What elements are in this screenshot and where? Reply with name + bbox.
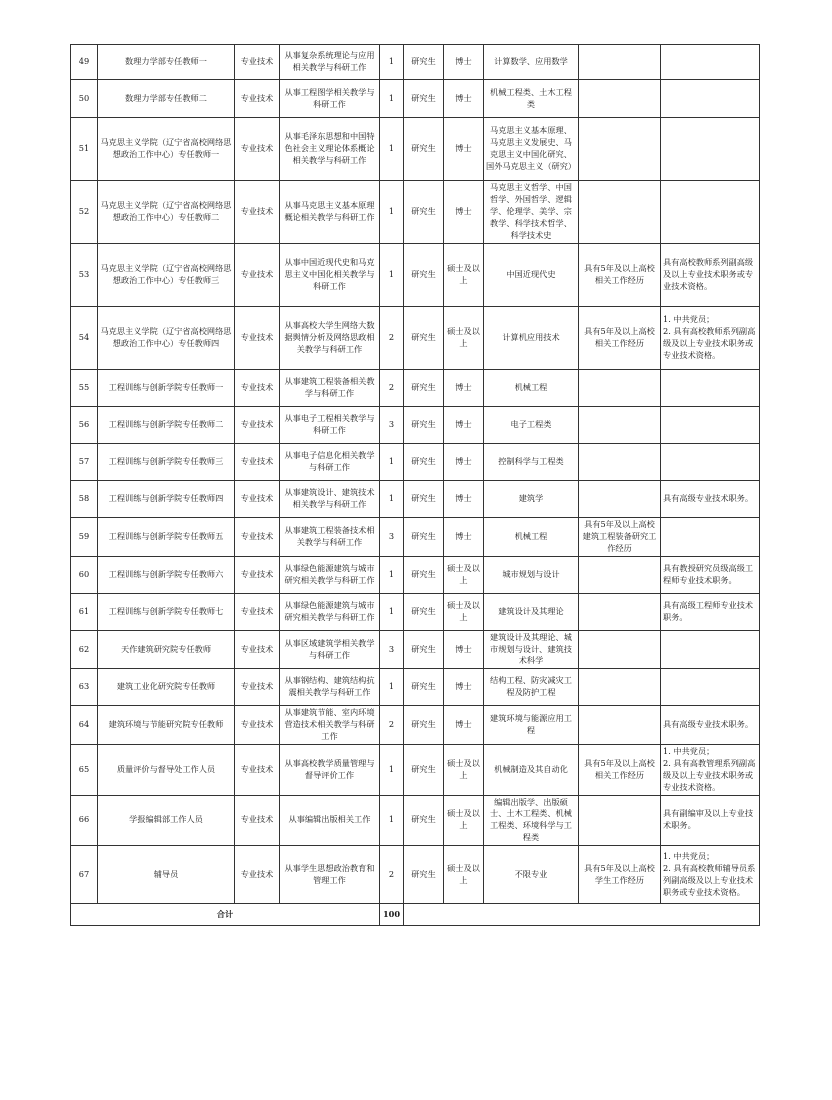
job-duty-cell: 从事复杂系统理论与应用相关教学与科研工作 bbox=[280, 45, 380, 80]
job-duty-cell: 从事电子信息化相关教学与科研工作 bbox=[280, 444, 380, 481]
headcount-cell: 1 bbox=[380, 745, 404, 796]
headcount-cell: 3 bbox=[380, 518, 404, 557]
post-category-cell: 专业技术 bbox=[235, 181, 280, 244]
experience-cell: 具有5年及以上高校建筑工程装备研究工作经历 bbox=[579, 518, 661, 557]
job-duty-cell: 从事学生思想政治教育和管理工作 bbox=[280, 846, 380, 904]
post-category-cell: 专业技术 bbox=[235, 407, 280, 444]
experience-cell: 具有5年及以上高校学生工作经历 bbox=[579, 846, 661, 904]
major-cell: 中国近现代史 bbox=[484, 244, 579, 307]
post-name-cell: 学报编辑部工作人员 bbox=[98, 795, 235, 846]
experience-cell bbox=[579, 556, 661, 593]
table-row bbox=[71, 481, 760, 518]
row-number-cell: 57 bbox=[71, 444, 98, 481]
headcount-cell: 3 bbox=[380, 407, 404, 444]
degree-cell: 博士 bbox=[444, 118, 484, 181]
education-cell: 研究生 bbox=[404, 370, 444, 407]
table-row bbox=[71, 846, 760, 904]
degree-cell: 博士 bbox=[444, 370, 484, 407]
experience-cell bbox=[579, 795, 661, 846]
major-cell: 控制科学与工程类 bbox=[484, 444, 579, 481]
post-name-cell: 工程训练与创新学院专任教师二 bbox=[98, 407, 235, 444]
post-category-cell: 专业技术 bbox=[235, 630, 280, 669]
post-name-cell: 建筑环境与节能研究院专任教师 bbox=[98, 706, 235, 745]
row-number-cell: 62 bbox=[71, 630, 98, 669]
job-duty-cell: 从事区域建筑学相关教学与科研工作 bbox=[280, 630, 380, 669]
experience-cell bbox=[579, 593, 661, 630]
degree-cell: 博士 bbox=[444, 518, 484, 557]
post-name-cell: 工程训练与创新学院专任教师六 bbox=[98, 556, 235, 593]
row-number-cell: 55 bbox=[71, 370, 98, 407]
table-row bbox=[71, 80, 760, 118]
other-requirements-cell bbox=[661, 118, 760, 181]
education-cell: 研究生 bbox=[404, 244, 444, 307]
degree-cell: 博士 bbox=[444, 407, 484, 444]
row-number-cell: 53 bbox=[71, 244, 98, 307]
other-requirements-cell bbox=[661, 444, 760, 481]
major-cell: 机械工程 bbox=[484, 518, 579, 557]
job-duty-cell: 从事建筑工程装备技术相关教学与科研工作 bbox=[280, 518, 380, 557]
degree-cell: 硕士及以上 bbox=[444, 307, 484, 370]
post-category-cell: 专业技术 bbox=[235, 370, 280, 407]
table-row bbox=[71, 556, 760, 593]
recruitment-table bbox=[70, 44, 760, 926]
post-name-cell: 数理力学部专任教师二 bbox=[98, 80, 235, 118]
post-name-cell: 工程训练与创新学院专任教师一 bbox=[98, 370, 235, 407]
post-category-cell: 专业技术 bbox=[235, 80, 280, 118]
education-cell: 研究生 bbox=[404, 518, 444, 557]
headcount-cell: 2 bbox=[380, 370, 404, 407]
major-cell: 不限专业 bbox=[484, 846, 579, 904]
total-count: 100 bbox=[380, 904, 404, 926]
post-name-cell: 马克思主义学院（辽宁省高校网络思想政治工作中心）专任教师二 bbox=[98, 181, 235, 244]
other-requirements-cell bbox=[661, 518, 760, 557]
post-category-cell: 专业技术 bbox=[235, 244, 280, 307]
education-cell: 研究生 bbox=[404, 669, 444, 706]
table-row bbox=[71, 745, 760, 796]
headcount-cell: 1 bbox=[380, 444, 404, 481]
job-duty-cell: 从事高校大学生网络大数据舆情分析及网络思政相关教学与科研工作 bbox=[280, 307, 380, 370]
row-number-cell: 61 bbox=[71, 593, 98, 630]
post-name-cell: 辅导员 bbox=[98, 846, 235, 904]
other-requirements-cell bbox=[661, 630, 760, 669]
post-name-cell: 工程训练与创新学院专任教师五 bbox=[98, 518, 235, 557]
post-category-cell: 专业技术 bbox=[235, 118, 280, 181]
experience-cell: 具有5年及以上高校相关工作经历 bbox=[579, 307, 661, 370]
major-cell: 建筑学 bbox=[484, 481, 579, 518]
job-duty-cell: 从事建筑工程装备相关教学与科研工作 bbox=[280, 370, 380, 407]
major-cell: 结构工程、防灾减灾工程及防护工程 bbox=[484, 669, 579, 706]
row-number-cell: 54 bbox=[71, 307, 98, 370]
education-cell: 研究生 bbox=[404, 706, 444, 745]
experience-cell bbox=[579, 481, 661, 518]
job-duty-cell: 从事毛泽东思想和中国特色社会主义理论体系概论相关教学与科研工作 bbox=[280, 118, 380, 181]
education-cell: 研究生 bbox=[404, 181, 444, 244]
experience-cell bbox=[579, 181, 661, 244]
table-row bbox=[71, 795, 760, 846]
other-requirements-cell: 具有高级工程师专业技术职务。 bbox=[661, 593, 760, 630]
degree-cell: 硕士及以上 bbox=[444, 846, 484, 904]
degree-cell: 博士 bbox=[444, 181, 484, 244]
major-cell: 城市规划与设计 bbox=[484, 556, 579, 593]
post-category-cell: 专业技术 bbox=[235, 846, 280, 904]
major-cell: 编辑出版学、出版硕士、土木工程类、机械工程类、环境科学与工程类 bbox=[484, 795, 579, 846]
headcount-cell: 1 bbox=[380, 80, 404, 118]
job-duty-cell: 从事电子工程相关教学与科研工作 bbox=[280, 407, 380, 444]
education-cell: 研究生 bbox=[404, 45, 444, 80]
post-category-cell: 专业技术 bbox=[235, 307, 280, 370]
table-row bbox=[71, 370, 760, 407]
headcount-cell: 1 bbox=[380, 795, 404, 846]
post-category-cell: 专业技术 bbox=[235, 745, 280, 796]
degree-cell: 博士 bbox=[444, 80, 484, 118]
other-requirements-cell: 1. 中共党员； 2. 具有高教管理系列副高级及以上专业技术职务或专业技术资格。 bbox=[661, 745, 760, 796]
headcount-cell: 1 bbox=[380, 669, 404, 706]
post-name-cell: 建筑工业化研究院专任教师 bbox=[98, 669, 235, 706]
post-category-cell: 专业技术 bbox=[235, 669, 280, 706]
table-row bbox=[71, 244, 760, 307]
degree-cell: 硕士及以上 bbox=[444, 745, 484, 796]
job-duty-cell: 从事编辑出版相关工作 bbox=[280, 795, 380, 846]
table-row bbox=[71, 45, 760, 80]
post-name-cell: 质量评价与督导处工作人员 bbox=[98, 745, 235, 796]
table-row bbox=[71, 669, 760, 706]
job-duty-cell: 从事绿色能源建筑与城市研究相关教学与科研工作 bbox=[280, 593, 380, 630]
headcount-cell: 1 bbox=[380, 244, 404, 307]
education-cell: 研究生 bbox=[404, 407, 444, 444]
major-cell: 建筑环境与能源应用工程 bbox=[484, 706, 579, 745]
table-row bbox=[71, 630, 760, 669]
experience-cell bbox=[579, 80, 661, 118]
table-row bbox=[71, 593, 760, 630]
major-cell: 建筑设计及其理论、城市规划与设计、建筑技术科学 bbox=[484, 630, 579, 669]
job-duty-cell: 从事钢结构、建筑结构抗震相关教学与科研工作 bbox=[280, 669, 380, 706]
headcount-cell: 1 bbox=[380, 593, 404, 630]
other-requirements-cell: 具有高校教师系列副高级及以上专业技术职务或专业技术资格。 bbox=[661, 244, 760, 307]
experience-cell: 具有5年及以上高校相关工作经历 bbox=[579, 244, 661, 307]
row-number-cell: 52 bbox=[71, 181, 98, 244]
major-cell: 计算机应用技术 bbox=[484, 307, 579, 370]
other-requirements-cell: 具有副编审及以上专业技术职务。 bbox=[661, 795, 760, 846]
degree-cell: 博士 bbox=[444, 444, 484, 481]
education-cell: 研究生 bbox=[404, 80, 444, 118]
other-requirements-cell: 具有高级专业技术职务。 bbox=[661, 481, 760, 518]
job-duty-cell: 从事工程图学相关教学与科研工作 bbox=[280, 80, 380, 118]
headcount-cell: 2 bbox=[380, 846, 404, 904]
table-row bbox=[71, 181, 760, 244]
other-requirements-cell bbox=[661, 407, 760, 444]
other-requirements-cell bbox=[661, 370, 760, 407]
experience-cell bbox=[579, 118, 661, 181]
education-cell: 研究生 bbox=[404, 307, 444, 370]
degree-cell: 博士 bbox=[444, 45, 484, 80]
post-category-cell: 专业技术 bbox=[235, 518, 280, 557]
table-row bbox=[71, 444, 760, 481]
table-row bbox=[71, 407, 760, 444]
headcount-cell: 1 bbox=[380, 118, 404, 181]
row-number-cell: 49 bbox=[71, 45, 98, 80]
headcount-cell: 1 bbox=[380, 45, 404, 80]
job-duty-cell: 从事建筑节能、室内环境营造技术相关教学与科研工作 bbox=[280, 706, 380, 745]
major-cell: 电子工程类 bbox=[484, 407, 579, 444]
experience-cell bbox=[579, 370, 661, 407]
job-duty-cell: 从事高校教学质量管理与督导评价工作 bbox=[280, 745, 380, 796]
headcount-cell: 1 bbox=[380, 556, 404, 593]
education-cell: 研究生 bbox=[404, 795, 444, 846]
row-number-cell: 63 bbox=[71, 669, 98, 706]
row-number-cell: 60 bbox=[71, 556, 98, 593]
headcount-cell: 3 bbox=[380, 630, 404, 669]
degree-cell: 硕士及以上 bbox=[444, 795, 484, 846]
post-category-cell: 专业技术 bbox=[235, 481, 280, 518]
post-name-cell: 天作建筑研究院专任教师 bbox=[98, 630, 235, 669]
major-cell: 计算数学、应用数学 bbox=[484, 45, 579, 80]
job-duty-cell: 从事绿色能源建筑与城市研究相关教学与科研工作 bbox=[280, 556, 380, 593]
job-duty-cell: 从事建筑设计、建筑技术相关教学与科研工作 bbox=[280, 481, 380, 518]
post-category-cell: 专业技术 bbox=[235, 45, 280, 80]
other-requirements-cell: 1. 中共党员； 2. 具有高校教师辅导员系列副高级及以上专业技术职务或专业技术资格。 bbox=[661, 846, 760, 904]
headcount-cell: 2 bbox=[380, 706, 404, 745]
post-name-cell: 数理力学部专任教师一 bbox=[98, 45, 235, 80]
total-empty-cell bbox=[404, 904, 760, 926]
post-category-cell: 专业技术 bbox=[235, 706, 280, 745]
headcount-cell: 1 bbox=[380, 481, 404, 518]
row-number-cell: 66 bbox=[71, 795, 98, 846]
education-cell: 研究生 bbox=[404, 118, 444, 181]
post-category-cell: 专业技术 bbox=[235, 593, 280, 630]
row-number-cell: 58 bbox=[71, 481, 98, 518]
table-row bbox=[71, 118, 760, 181]
post-category-cell: 专业技术 bbox=[235, 444, 280, 481]
headcount-cell: 1 bbox=[380, 181, 404, 244]
education-cell: 研究生 bbox=[404, 556, 444, 593]
other-requirements-cell bbox=[661, 181, 760, 244]
total-row bbox=[71, 904, 760, 926]
major-cell: 机械制造及其自动化 bbox=[484, 745, 579, 796]
table-row bbox=[71, 706, 760, 745]
row-number-cell: 51 bbox=[71, 118, 98, 181]
other-requirements-cell bbox=[661, 669, 760, 706]
major-cell: 建筑设计及其理论 bbox=[484, 593, 579, 630]
degree-cell: 硕士及以上 bbox=[444, 593, 484, 630]
other-requirements-cell: 具有教授研究员级高级工程师专业技术职务。 bbox=[661, 556, 760, 593]
job-duty-cell: 从事中国近现代史和马克思主义中国化相关教学与科研工作 bbox=[280, 244, 380, 307]
experience-cell bbox=[579, 45, 661, 80]
degree-cell: 博士 bbox=[444, 669, 484, 706]
degree-cell: 博士 bbox=[444, 630, 484, 669]
major-cell: 机械工程类、土木工程类 bbox=[484, 80, 579, 118]
row-number-cell: 56 bbox=[71, 407, 98, 444]
headcount-cell: 2 bbox=[380, 307, 404, 370]
row-number-cell: 64 bbox=[71, 706, 98, 745]
post-name-cell: 马克思主义学院（辽宁省高校网络思想政治工作中心）专任教师三 bbox=[98, 244, 235, 307]
post-name-cell: 工程训练与创新学院专任教师三 bbox=[98, 444, 235, 481]
education-cell: 研究生 bbox=[404, 745, 444, 796]
education-cell: 研究生 bbox=[404, 630, 444, 669]
row-number-cell: 67 bbox=[71, 846, 98, 904]
table-row bbox=[71, 307, 760, 370]
post-category-cell: 专业技术 bbox=[235, 556, 280, 593]
major-cell: 马克思主义基本原理、马克思主义发展史、马克思主义中国化研究、国外马克思主义（研究） bbox=[484, 118, 579, 181]
other-requirements-cell: 具有高级专业技术职务。 bbox=[661, 706, 760, 745]
row-number-cell: 50 bbox=[71, 80, 98, 118]
post-name-cell: 工程训练与创新学院专任教师七 bbox=[98, 593, 235, 630]
total-label: 合计 bbox=[71, 904, 380, 926]
major-cell: 机械工程 bbox=[484, 370, 579, 407]
other-requirements-cell bbox=[661, 45, 760, 80]
degree-cell: 硕士及以上 bbox=[444, 244, 484, 307]
experience-cell: 具有5年及以上高校相关工作经历 bbox=[579, 745, 661, 796]
degree-cell: 硕士及以上 bbox=[444, 556, 484, 593]
row-number-cell: 65 bbox=[71, 745, 98, 796]
table-row bbox=[71, 518, 760, 557]
education-cell: 研究生 bbox=[404, 593, 444, 630]
education-cell: 研究生 bbox=[404, 846, 444, 904]
other-requirements-cell bbox=[661, 80, 760, 118]
row-number-cell: 59 bbox=[71, 518, 98, 557]
experience-cell bbox=[579, 407, 661, 444]
experience-cell bbox=[579, 706, 661, 745]
other-requirements-cell: 1. 中共党员； 2. 具有高校教师系列副高级及以上专业技术职务或专业技术资格。 bbox=[661, 307, 760, 370]
education-cell: 研究生 bbox=[404, 444, 444, 481]
education-cell: 研究生 bbox=[404, 481, 444, 518]
job-duty-cell: 从事马克思主义基本原理概论相关教学与科研工作 bbox=[280, 181, 380, 244]
post-name-cell: 马克思主义学院（辽宁省高校网络思想政治工作中心）专任教师四 bbox=[98, 307, 235, 370]
experience-cell bbox=[579, 444, 661, 481]
post-name-cell: 工程训练与创新学院专任教师四 bbox=[98, 481, 235, 518]
post-category-cell: 专业技术 bbox=[235, 795, 280, 846]
major-cell: 马克思主义哲学、中国哲学、外国哲学、逻辑学、伦理学、美学、宗教学、科学技术哲学、科学技术史 bbox=[484, 181, 579, 244]
degree-cell: 博士 bbox=[444, 481, 484, 518]
experience-cell bbox=[579, 669, 661, 706]
degree-cell: 博士 bbox=[444, 706, 484, 745]
post-name-cell: 马克思主义学院（辽宁省高校网络思想政治工作中心）专任教师一 bbox=[98, 118, 235, 181]
experience-cell bbox=[579, 630, 661, 669]
